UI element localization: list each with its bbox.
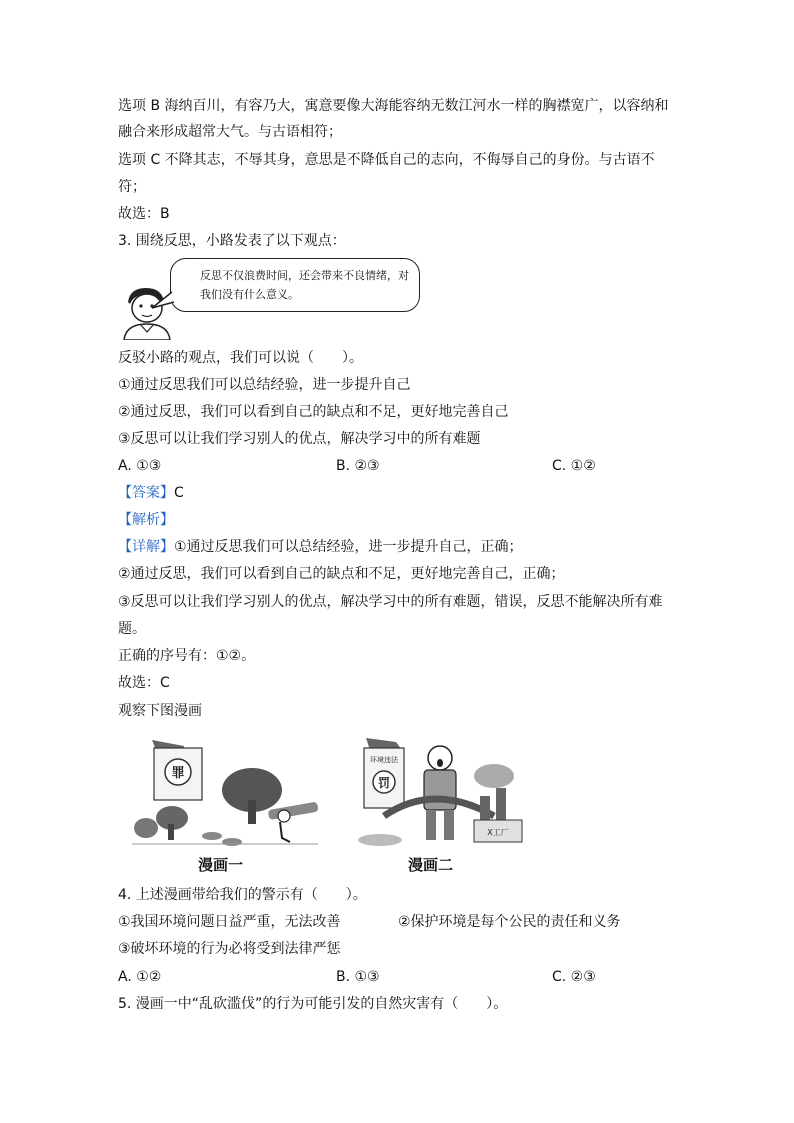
option-c: C. ①② (552, 458, 596, 474)
option-a: A. ①③ (118, 458, 162, 474)
question-3-stem: 反驳小路的观点，我们可以说（ ）。 (118, 350, 363, 366)
question-3-title: 3. 围绕反思，小路发表了以下观点： (118, 233, 346, 249)
option-b: B. ①③ (336, 969, 380, 985)
speech-bubble-tail (150, 290, 176, 312)
detail-text: ②通过反思，我们可以看到自己的缺点和不足，更好地完善自己，正确； (118, 566, 565, 582)
analysis-tag: 【解析】 (118, 512, 174, 528)
question-4-stem: 4. 上述漫画带给我们的警示有（ ）。 (118, 887, 367, 903)
question-5-stem: 5. 漫画一中“乱砍滥伐”的行为可能引发的自然灾害有（ ）。 (118, 996, 508, 1012)
comic-two-sign-title: 环境违法 (370, 756, 398, 764)
detail-line (118, 537, 523, 557)
question-4-item: ③破坏环境的行为必将受到法律严惩 (118, 941, 341, 957)
detail-text: ①通过反思我们可以总结经验，进一步提升自己，正确； (174, 539, 523, 555)
comic-two-sign: 罚 (377, 776, 391, 790)
text-line: 选项 B 海纳百川，有容乃大，寓意要像大海能容纳无数江河水一样的胸襟宽广，以容纳和 (118, 98, 669, 114)
text-line: 符； (118, 179, 146, 195)
option-b: B. ②③ (336, 458, 380, 474)
option-a: A. ①② (118, 969, 162, 985)
answer-tag: 【答案】 (118, 485, 174, 501)
question-3-item: ③反思可以让我们学习别人的优点，解决学习中的所有难题 (118, 431, 481, 447)
question-4-item: ①我国环境问题日益严重，无法改善 (118, 914, 341, 930)
answer-line (118, 483, 184, 503)
comic-two-illustration (344, 736, 526, 850)
detail-text: ③反思可以让我们学习别人的优点，解决学习中的所有难题，错误，反思不能解决所有难 (118, 594, 663, 610)
detail-text: 题。 (118, 621, 146, 637)
question-3-item: ②通过反思，我们可以看到自己的缺点和不足，更好地完善自己 (118, 404, 509, 420)
text-line: 故选：B (118, 206, 170, 222)
detail-tag: 【详解】 (118, 539, 174, 555)
question-3-item: ①通过反思我们可以总结经验，进一步提升自己 (118, 377, 411, 393)
detail-text: 正确的序号有：①②。 (118, 648, 256, 664)
text-line: 融合来形成超常大气。与古语相符； (118, 124, 342, 140)
comic-two-factory-label: X工厂 (487, 828, 509, 837)
answer-value: C (174, 485, 184, 501)
option-c: C. ②③ (552, 969, 596, 985)
question-4-item: ②保护环境是每个公民的责任和义务 (398, 914, 621, 930)
speech-bubble-text: 反思不仅浪费时间，还会带来不良情绪，对我们没有什么意义。 (200, 269, 409, 301)
comic-one-illustration (132, 738, 318, 850)
text-line: 选项 C 不降其志，不辱其身，意思是不降低自己的志向，不侮辱自己的身份。与古语不 (118, 152, 655, 168)
comic-two-caption: 漫画二 (408, 856, 454, 874)
comic-intro: 观察下图漫画 (118, 703, 202, 719)
comic-one-sign: 罪 (171, 766, 185, 781)
detail-text: 故选：C (118, 675, 170, 691)
comic-one-caption: 漫画一 (198, 856, 244, 874)
